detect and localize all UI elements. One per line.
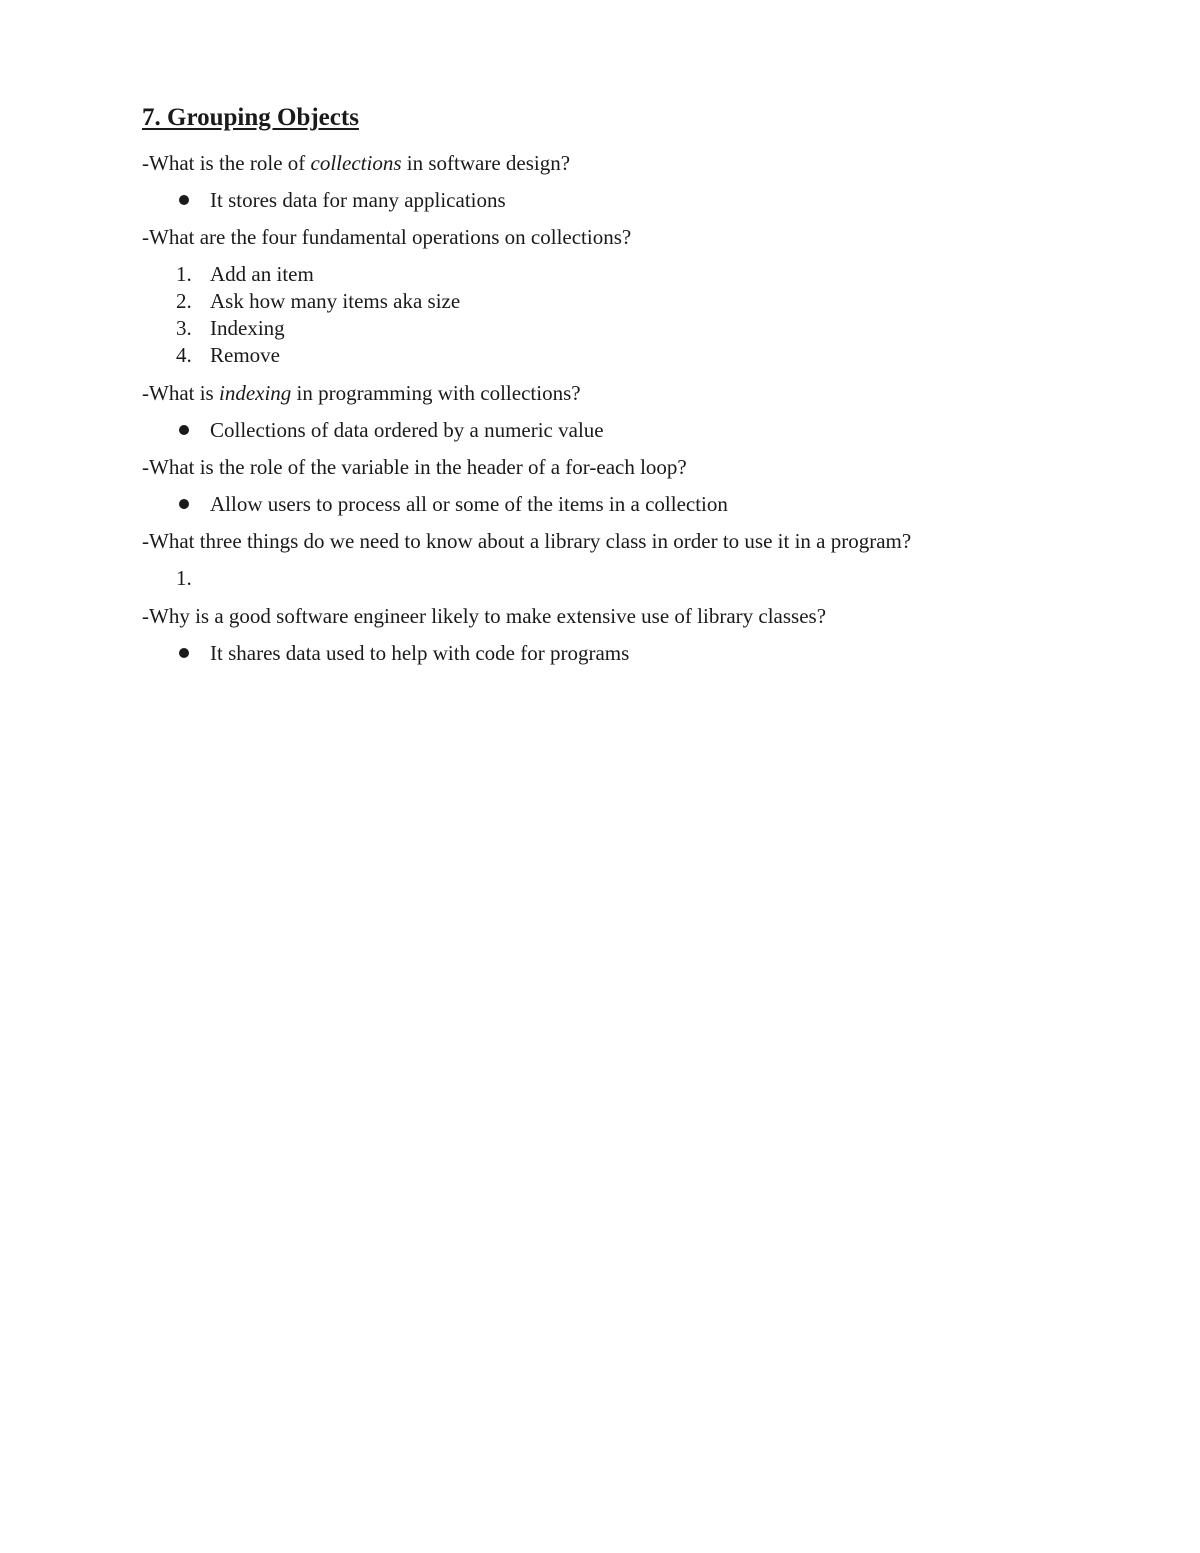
question-6: -Why is a good software engineer likely to make extensive use of library classes? (142, 604, 827, 628)
list-item (142, 640, 1082, 666)
list-item (142, 261, 1082, 288)
question-3-emphasis: indexing (218, 381, 292, 405)
question-1-emphasis: collections (310, 151, 402, 175)
list-item (142, 565, 1082, 592)
question-4: -What is the role of the variable in the header of a for-each loop? (142, 455, 687, 479)
document-title: 7. Grouping Objects (142, 104, 359, 131)
answer-text: Add an item (210, 262, 314, 286)
answer-text: Ask how many items aka size (210, 289, 461, 313)
question-5: -What three things do we need to know about a library class in order to use it in a program? (142, 529, 912, 553)
answer-text: Collections of data ordered by a numeric value (210, 418, 604, 442)
answer-list-1 (142, 187, 1082, 213)
list-number: 3. (176, 316, 192, 340)
bullet-icon (179, 499, 189, 509)
bullet-icon (179, 195, 189, 205)
list-item (142, 187, 1082, 213)
answer-list-6 (142, 640, 1082, 666)
list-number: 1. (176, 566, 192, 590)
question-1 (142, 150, 1082, 176)
answer-text: It stores data for many applications (210, 188, 506, 212)
question-3 (142, 380, 1082, 406)
question-2: -What are the four fundamental operations on collections? (142, 225, 632, 249)
list-number: 2. (176, 289, 192, 313)
answer-text: It shares data used to help with code for programs (210, 641, 630, 665)
list-item (142, 288, 1082, 315)
list-number: 4. (176, 343, 192, 367)
question-3-suffix: in programming with collections? (291, 381, 581, 405)
question-1-suffix: in software design? (401, 151, 571, 175)
answer-text: Indexing (210, 316, 285, 340)
document-content (142, 100, 1082, 677)
list-item (142, 491, 1082, 517)
question-3-prefix: -What is (142, 381, 219, 405)
list-number: 1. (176, 262, 192, 286)
list-item (142, 342, 1082, 369)
list-item (142, 315, 1082, 342)
answer-list-4 (142, 491, 1082, 517)
bullet-icon (179, 425, 189, 435)
answer-list-3 (142, 417, 1082, 443)
bullet-icon (179, 648, 189, 658)
answer-list-5 (142, 565, 1082, 592)
answer-text: Remove (210, 343, 280, 367)
answer-list-2 (142, 261, 1082, 369)
answer-text: Allow users to process all or some of the items in a collection (210, 492, 728, 516)
list-item (142, 417, 1082, 443)
question-1-prefix: -What is the role of (142, 151, 311, 175)
